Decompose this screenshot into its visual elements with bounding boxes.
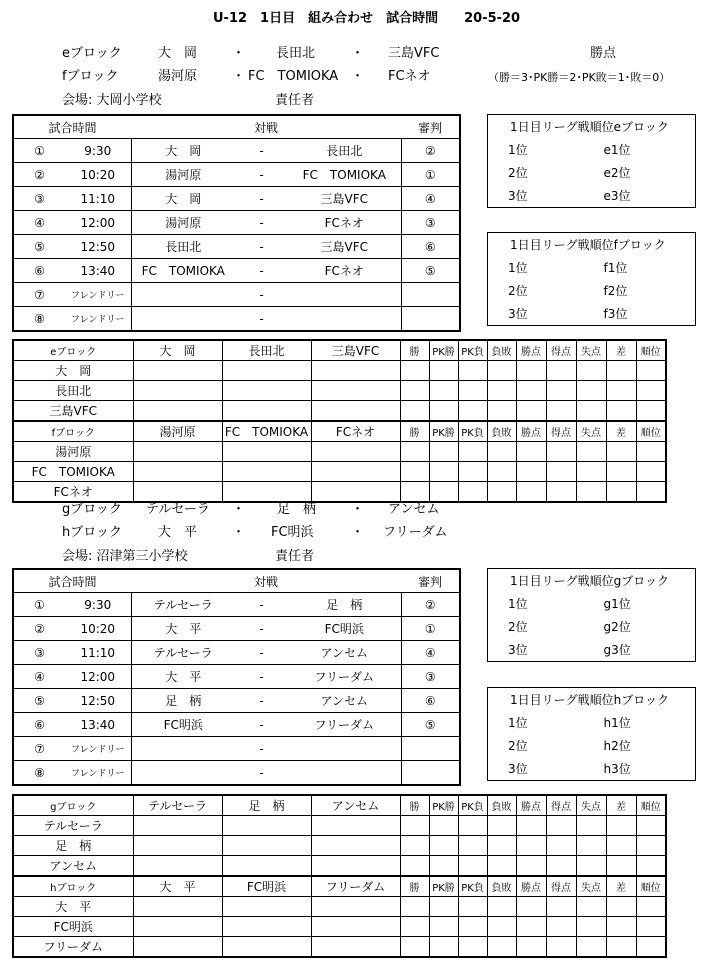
match-ref	[401, 737, 460, 761]
col-loss: 負敗	[487, 876, 516, 897]
col-diff: 差	[606, 421, 636, 442]
col-pk-win: PK勝	[429, 795, 458, 816]
match-ref: ①	[401, 617, 460, 641]
standings-row	[13, 816, 666, 836]
col-goals-against: 失点	[576, 421, 606, 442]
match-ref: ③	[401, 665, 460, 689]
match-ref: ②	[401, 139, 460, 163]
match-vs: -	[235, 187, 288, 211]
match-no: ①	[13, 139, 65, 163]
match-vs: -	[235, 713, 288, 737]
rank-place: 1位	[508, 716, 528, 730]
row-team: 長田北	[13, 381, 133, 401]
row-team: 大 岡	[13, 361, 133, 381]
block-h-label: hブロック	[62, 525, 122, 540]
match-row	[13, 283, 460, 307]
header-time: 試合時間	[13, 569, 131, 593]
match-time: 11:10	[65, 187, 131, 211]
match-time: 12:00	[65, 665, 131, 689]
row-team: 三島VFC	[13, 401, 133, 422]
match-time: 13:40	[65, 713, 131, 737]
match-away: FCネオ	[288, 211, 401, 235]
rank-place: 3位	[508, 762, 528, 776]
col-goals-for: 得点	[546, 421, 576, 442]
block-h-dot-1: ・	[232, 525, 246, 540]
rank-box-f	[487, 232, 696, 326]
rank-slot: e3位	[603, 189, 631, 203]
match-vs: -	[235, 641, 288, 665]
match-away: フリーダム	[288, 713, 401, 737]
col-loss: 負敗	[487, 795, 516, 816]
match-vs: -	[235, 235, 288, 259]
block-label: gブロック	[13, 795, 133, 816]
standings-row	[13, 917, 666, 937]
match-row	[13, 593, 460, 617]
header-time: 試合時間	[13, 115, 131, 139]
rank-slot: h2位	[603, 739, 631, 753]
match-ref: ②	[401, 593, 460, 617]
venue-1-label: 会場: 大岡小学校	[62, 93, 162, 108]
schedule-table-2	[12, 568, 461, 786]
rank-box-h	[487, 687, 696, 781]
col-pk-loss: PK負	[458, 876, 487, 897]
block-label: eブロック	[13, 340, 133, 361]
match-away: FCネオ	[288, 259, 401, 283]
match-time: フレンドリー	[65, 737, 131, 761]
match-home: 大 岡	[131, 139, 235, 163]
rank-slot: f3位	[603, 307, 628, 321]
col-team: アンセム	[311, 795, 400, 816]
col-rank: 順位	[636, 340, 666, 361]
standings-row	[13, 937, 666, 958]
match-home	[131, 283, 235, 307]
col-rank: 順位	[636, 421, 666, 442]
match-home: 長田北	[131, 235, 235, 259]
match-ref: ③	[401, 211, 460, 235]
rank-title: 1日目リーグ戦順位fブロック	[510, 238, 666, 252]
match-home: テルセーラ	[131, 641, 235, 665]
match-row	[13, 211, 460, 235]
block-e-team-3: 三島VFC	[388, 46, 440, 61]
row-team: FCネオ	[13, 482, 133, 503]
match-time: 9:30	[65, 593, 131, 617]
standings-row	[13, 381, 666, 401]
match-home	[131, 761, 235, 786]
standings-row	[13, 897, 666, 917]
schedule-header-row	[13, 569, 460, 593]
block-e-label: eブロック	[62, 46, 122, 61]
match-home: 大 平	[131, 617, 235, 641]
rank-place: 1位	[508, 261, 528, 275]
match-time: 12:50	[65, 689, 131, 713]
standings-row	[13, 361, 666, 381]
standings-row	[13, 482, 666, 503]
col-goals-against: 失点	[576, 340, 606, 361]
col-pk-win: PK勝	[429, 421, 458, 442]
match-time: 10:20	[65, 163, 131, 187]
match-home: 大 平	[131, 665, 235, 689]
match-vs: -	[235, 259, 288, 283]
match-row	[13, 641, 460, 665]
col-points: 勝点	[516, 795, 546, 816]
match-away: 長田北	[288, 139, 401, 163]
match-time: フレンドリー	[65, 307, 131, 332]
block-g-dot-2: ・	[351, 502, 365, 517]
rank-place: 3位	[508, 643, 528, 657]
standings-header-row	[13, 421, 666, 442]
match-no: ⑥	[13, 259, 65, 283]
match-ref	[401, 307, 460, 332]
block-f-label: fブロック	[62, 69, 119, 84]
col-team: 大 平	[133, 876, 222, 897]
points-rule: （勝＝3･PK勝＝2･PK敗＝1･敗＝0）	[488, 71, 671, 84]
match-row	[13, 713, 460, 737]
match-vs: -	[235, 283, 288, 307]
block-f-team-2: FC TOMIOKA	[248, 69, 339, 84]
block-g-team-3: アンセム	[388, 502, 440, 517]
match-away: 三島VFC	[288, 235, 401, 259]
col-rank: 順位	[636, 795, 666, 816]
match-no: ②	[13, 163, 65, 187]
schedule-table-1	[12, 114, 461, 332]
standings-row	[13, 442, 666, 462]
schedule-header-row	[13, 115, 460, 139]
block-g-dot-1: ・	[232, 502, 246, 517]
block-f-dot-1: ・	[232, 69, 246, 84]
match-ref: ⑤	[401, 259, 460, 283]
match-time: 12:00	[65, 211, 131, 235]
match-row	[13, 665, 460, 689]
page-title: U-12 1日目 組み合わせ 試合時間 20-5-20	[213, 11, 521, 26]
col-pk-win: PK勝	[429, 876, 458, 897]
match-vs: -	[235, 139, 288, 163]
match-away	[288, 307, 401, 332]
block-h-team-1: 大 平	[158, 525, 198, 540]
col-diff: 差	[606, 340, 636, 361]
col-diff: 差	[606, 876, 636, 897]
match-no: ⑦	[13, 283, 65, 307]
col-team: FCネオ	[311, 421, 400, 442]
block-e-dot-2: ・	[351, 46, 365, 61]
block-label: fブロック	[13, 421, 133, 442]
block-f-dot-2: ・	[351, 69, 365, 84]
row-team: 足 柄	[13, 836, 133, 856]
match-home	[131, 307, 235, 332]
row-team: アンセム	[13, 856, 133, 877]
col-team: 湯河原	[133, 421, 222, 442]
standings-header-row	[13, 795, 666, 816]
match-row	[13, 761, 460, 786]
col-diff: 差	[606, 795, 636, 816]
standings-header-row	[13, 340, 666, 361]
match-no: ⑤	[13, 689, 65, 713]
match-no: ①	[13, 593, 65, 617]
col-win: 勝	[400, 421, 429, 442]
match-ref: ⑤	[401, 713, 460, 737]
rank-place: 2位	[508, 166, 528, 180]
rank-slot: f1位	[603, 261, 628, 275]
col-pk-loss: PK負	[458, 421, 487, 442]
match-row	[13, 139, 460, 163]
match-no: ④	[13, 211, 65, 235]
col-win: 勝	[400, 795, 429, 816]
match-home: 大 岡	[131, 187, 235, 211]
standings-row	[13, 401, 666, 422]
match-no: ②	[13, 617, 65, 641]
col-goals-for: 得点	[546, 340, 576, 361]
col-pk-loss: PK負	[458, 340, 487, 361]
match-time: 12:50	[65, 235, 131, 259]
col-points: 勝点	[516, 421, 546, 442]
match-vs: -	[235, 211, 288, 235]
col-pk-loss: PK負	[458, 795, 487, 816]
header-match: 対戦	[131, 115, 401, 139]
col-goals-against: 失点	[576, 795, 606, 816]
block-label: hブロック	[13, 876, 133, 897]
match-home: FC明浜	[131, 713, 235, 737]
rank-slot: g2位	[603, 620, 631, 634]
match-no: ⑦	[13, 737, 65, 761]
match-vs: -	[235, 761, 288, 786]
standings-row	[13, 462, 666, 482]
match-no: ③	[13, 641, 65, 665]
col-pk-win: PK勝	[429, 340, 458, 361]
match-away: アンセム	[288, 689, 401, 713]
row-team: 湯河原	[13, 442, 133, 462]
row-team: テルセーラ	[13, 816, 133, 836]
rank-box-e	[487, 114, 696, 208]
rank-slot: f2位	[603, 284, 628, 298]
match-vs: -	[235, 307, 288, 332]
col-goals-for: 得点	[546, 876, 576, 897]
match-away: FC TOMIOKA	[288, 163, 401, 187]
match-away: FC明浜	[288, 617, 401, 641]
block-h-team-3: フリーダム	[383, 525, 448, 540]
match-row	[13, 235, 460, 259]
header-referee: 審判	[401, 115, 460, 139]
header-match: 対戦	[131, 569, 401, 593]
standings-row	[13, 856, 666, 877]
match-row	[13, 617, 460, 641]
block-g-team-1: テルセーラ	[146, 502, 210, 517]
rank-slot: e1位	[603, 143, 631, 157]
match-vs: -	[235, 689, 288, 713]
match-away: 三島VFC	[288, 187, 401, 211]
rank-place: 3位	[508, 307, 528, 321]
venue-1-manager-label: 責任者	[275, 93, 315, 108]
match-no: ⑧	[13, 307, 65, 332]
col-win: 勝	[400, 340, 429, 361]
match-away	[288, 737, 401, 761]
col-team: FC明浜	[222, 876, 311, 897]
match-ref: ④	[401, 641, 460, 665]
match-vs: -	[235, 593, 288, 617]
row-team: 大 平	[13, 897, 133, 917]
match-home: FC TOMIOKA	[131, 259, 235, 283]
rank-box-g	[487, 568, 696, 662]
block-e-team-2: 長田北	[276, 46, 316, 61]
block-h-dot-2: ・	[351, 525, 365, 540]
col-team: FC TOMIOKA	[222, 421, 311, 442]
match-row	[13, 163, 460, 187]
block-h-team-2: FC明浜	[271, 525, 314, 540]
col-loss: 負敗	[487, 421, 516, 442]
standings-row	[13, 836, 666, 856]
match-away: フリーダム	[288, 665, 401, 689]
match-no: ③	[13, 187, 65, 211]
rank-slot: e2位	[603, 166, 631, 180]
match-row	[13, 689, 460, 713]
match-away: アンセム	[288, 641, 401, 665]
col-points: 勝点	[516, 340, 546, 361]
match-time: 13:40	[65, 259, 131, 283]
col-team: テルセーラ	[133, 795, 222, 816]
col-loss: 負敗	[487, 340, 516, 361]
rank-slot: h3位	[603, 762, 631, 776]
match-row	[13, 187, 460, 211]
venue-2-manager-label: 責任者	[275, 549, 315, 564]
match-away: 足 柄	[288, 593, 401, 617]
match-time: フレンドリー	[65, 283, 131, 307]
col-team: 長田北	[222, 340, 311, 361]
match-home: テルセーラ	[131, 593, 235, 617]
col-team: 三島VFC	[311, 340, 400, 361]
block-f-team-1: 湯河原	[158, 69, 198, 84]
rank-place: 1位	[508, 143, 528, 157]
match-ref: ①	[401, 163, 460, 187]
rank-place: 2位	[508, 739, 528, 753]
match-no: ⑤	[13, 235, 65, 259]
venue-2-label: 会場: 沼津第三小学校	[62, 549, 188, 564]
points-title: 勝点	[590, 46, 617, 61]
col-team: 大 岡	[133, 340, 222, 361]
match-away	[288, 761, 401, 786]
match-row	[13, 307, 460, 332]
standings-table-1	[12, 339, 667, 503]
match-vs: -	[235, 737, 288, 761]
match-row	[13, 259, 460, 283]
rank-place: 2位	[508, 284, 528, 298]
rank-title: 1日目リーグ戦順位gブロック	[510, 574, 670, 588]
block-e-team-1: 大 岡	[158, 46, 198, 61]
match-home: 湯河原	[131, 211, 235, 235]
rank-title: 1日目リーグ戦順位hブロック	[510, 693, 670, 707]
match-ref: ⑥	[401, 235, 460, 259]
match-row	[13, 737, 460, 761]
match-home: 足 柄	[131, 689, 235, 713]
standings-table-2	[12, 794, 667, 958]
rank-place: 3位	[508, 189, 528, 203]
col-win: 勝	[400, 876, 429, 897]
match-ref: ④	[401, 187, 460, 211]
match-time: 9:30	[65, 139, 131, 163]
match-home: 湯河原	[131, 163, 235, 187]
standings-header-row	[13, 876, 666, 897]
col-goals-for: 得点	[546, 795, 576, 816]
match-time: 11:10	[65, 641, 131, 665]
row-team: FC明浜	[13, 917, 133, 937]
row-team: フリーダム	[13, 937, 133, 958]
header-referee: 審判	[401, 569, 460, 593]
rank-title: 1日目リーグ戦順位eブロック	[510, 120, 669, 134]
match-away	[288, 283, 401, 307]
match-vs: -	[235, 163, 288, 187]
rank-place: 1位	[508, 597, 528, 611]
col-rank: 順位	[636, 876, 666, 897]
match-time: フレンドリー	[65, 761, 131, 786]
match-time: 10:20	[65, 617, 131, 641]
match-ref	[401, 761, 460, 786]
block-g-team-2: 足 柄	[277, 502, 317, 517]
block-f-team-3: FCネオ	[388, 69, 431, 84]
match-no: ⑥	[13, 713, 65, 737]
match-no: ⑧	[13, 761, 65, 786]
match-vs: -	[235, 617, 288, 641]
match-no: ④	[13, 665, 65, 689]
block-e-dot-1: ・	[232, 46, 246, 61]
col-team: 足 柄	[222, 795, 311, 816]
rank-slot: g1位	[603, 597, 631, 611]
col-team: フリーダム	[311, 876, 400, 897]
rank-slot: g3位	[603, 643, 631, 657]
col-points: 勝点	[516, 876, 546, 897]
rank-place: 2位	[508, 620, 528, 634]
rank-slot: h1位	[603, 716, 631, 730]
match-home	[131, 737, 235, 761]
match-ref	[401, 283, 460, 307]
match-vs: -	[235, 665, 288, 689]
block-g-label: gブロック	[62, 502, 122, 517]
row-team: FC TOMIOKA	[13, 462, 133, 482]
col-goals-against: 失点	[576, 876, 606, 897]
match-ref: ⑥	[401, 689, 460, 713]
